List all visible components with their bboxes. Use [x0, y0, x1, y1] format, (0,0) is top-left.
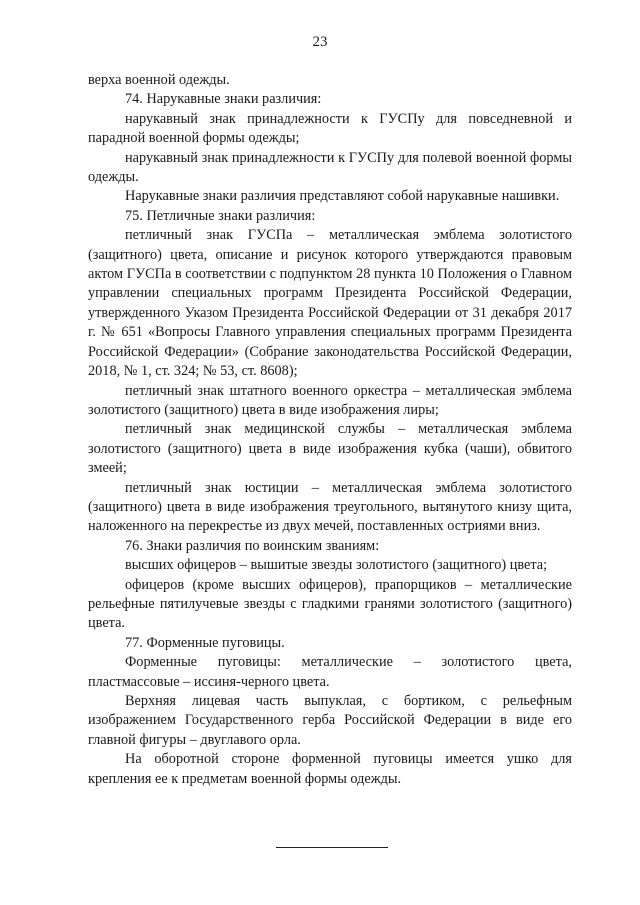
footer-divider: [276, 847, 388, 848]
paragraph: высших офицеров – вышитые звезды золотистого (защитного) цвета;: [125, 557, 548, 574]
paragraph: петличный знак ГУСПа – металлическая эмблема золотистого (защитного) цвета, описание и рисунок которого утверждаются правовым актом ГУСПа в соответствии с подпунктом 28 пункта 10 Положения о Главном управлении специальных программ Президента Российской Федерации, утвержденного Указом Президента Российской Федерации от 31 декабря 2017 г. № 651 «Вопросы Главного управления специальных программ Президента Российской Федерации» (Собрание законодательства Российской Федерации, 2018, № 1, ст. 324; № 53, ст. 8608);: [88, 227, 572, 380]
paragraph-heading: 75. Петличные знаки различия:: [125, 207, 316, 224]
paragraph: петличный знак штатного военного оркестра – металлическая эмблема золотистого (защитного) цвета в виде изображения лиры;: [88, 382, 572, 418]
paragraph: петличный знак юстиции – металлическая эмблема золотистого (защитного) цвета в виде изображения треугольного, вытянутого книзу щита, наложенного на перекрестье из двух мечей, поставленных остриями вниз.: [88, 479, 572, 535]
paragraph: верха военной одежды.: [88, 72, 230, 88]
page-number: 23: [312, 34, 328, 50]
paragraph-heading: 77. Форменные пуговицы.: [125, 634, 285, 651]
paragraph-heading: 76. Знаки различия по воинским званиям:: [125, 537, 380, 554]
paragraph-heading: 74. Нарукавные знаки различия:: [125, 91, 322, 108]
paragraph: нарукавный знак принадлежности к ГУСПу для полевой военной формы одежды.: [88, 149, 572, 186]
document-body: [88, 71, 572, 789]
paragraph: офицеров (кроме высших офицеров), прапорщиков – металлические рельефные пятилучевые звезды с гладкими гранями золотистого (защитного) цвета.: [88, 576, 572, 632]
paragraph: Форменные пуговицы: металлические – золотистого цвета, пластмассовые – иссиня-черного цвета.: [88, 654, 572, 690]
paragraph: нарукавный знак принадлежности к ГУСПу для повседневной и парадной военной формы одежды;: [88, 110, 572, 147]
paragraph: Верхняя лицевая часть выпуклая, с бортиком, с рельефным изображением Государственного герба Российской Федерации в виде его главной фигуры – двуглавого орла.: [88, 693, 572, 748]
paragraph: петличный знак медицинской службы – металлическая эмблема золотистого (защитного) цвета в виде изображения кубка (чаши), обвитого змеей;: [88, 421, 572, 477]
paragraph: На оборотной стороне форменной пуговицы имеется ушко для крепления ее к предметам военной формы одежды.: [88, 751, 572, 787]
paragraph: Нарукавные знаки различия представляют собой нарукавные нашивки.: [125, 188, 560, 205]
